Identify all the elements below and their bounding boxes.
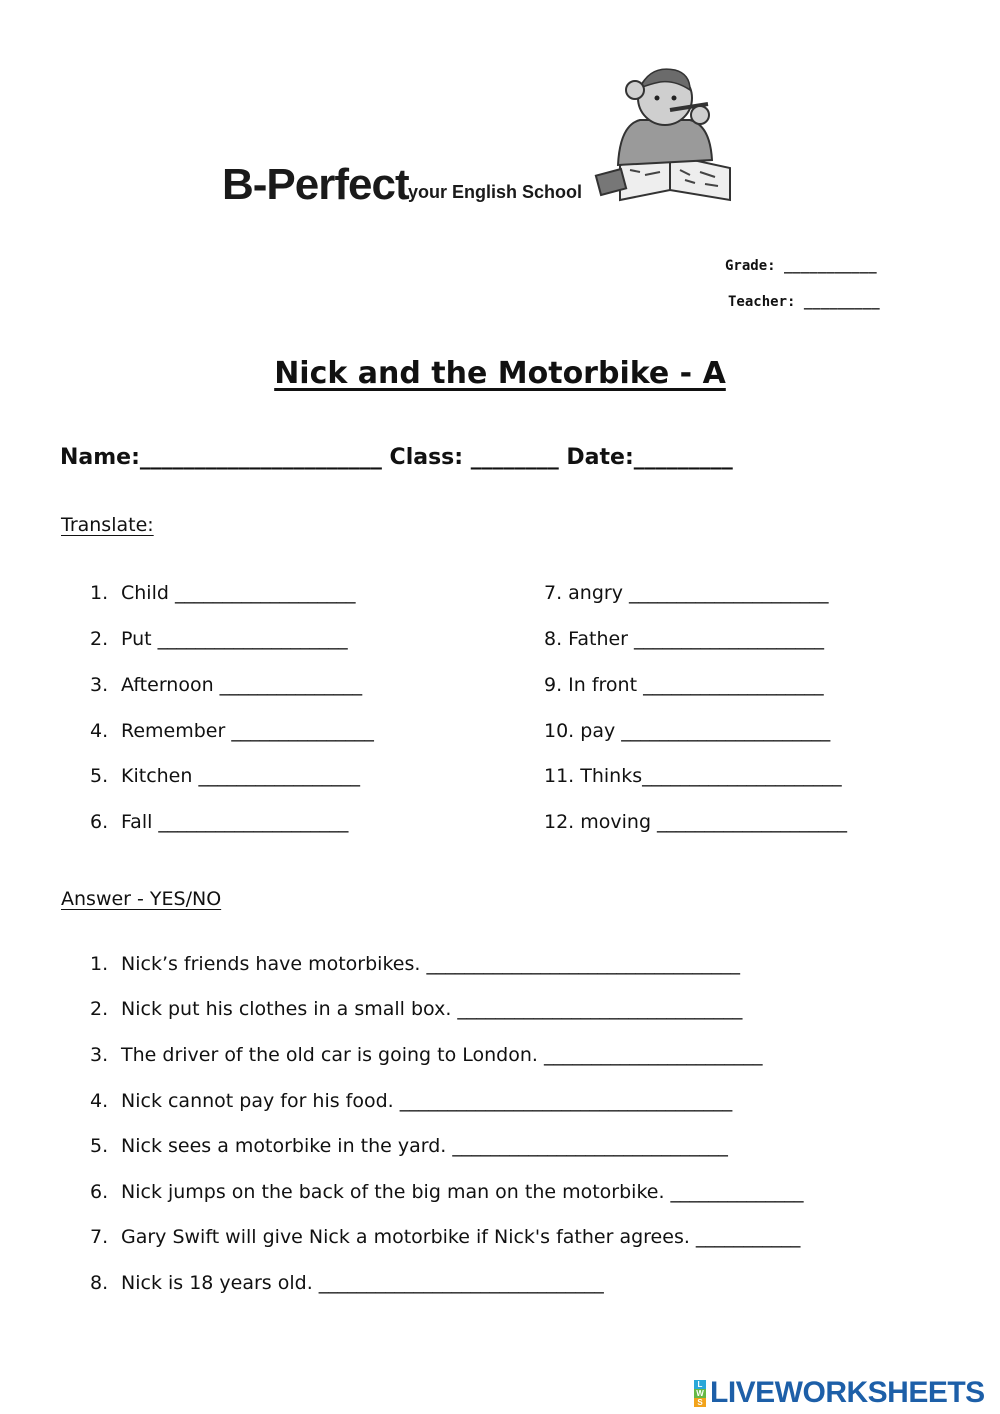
item-number: 5. [90,1135,109,1157]
worksheet-title: Nick and the Motorbike - A [274,356,726,391]
item-number: 1. [90,953,109,975]
item-text: Nick’s friends have motorbikes. _________________________________ [121,953,740,975]
translate-item[interactable] [90,628,348,650]
student-info-fields[interactable]: Name:______________________ Class: ________ Date:_________ [60,445,733,470]
item-text: The driver of the old car is going to London. _______________________ [121,1044,763,1066]
yes-no-item[interactable] [90,1272,604,1294]
yes-no-item[interactable] [90,1044,763,1066]
item-text: Put ____________________ [121,628,348,650]
yes-no-item[interactable] [90,953,740,975]
item-text: Afternoon _______________ [121,674,363,696]
liveworksheets-watermark [694,1376,985,1410]
translate-item[interactable] [90,765,360,787]
item-text: Child ___________________ [121,582,356,604]
translate-item[interactable]: 11. Thinks_____________________ [544,765,842,787]
translate-item[interactable] [90,582,355,604]
item-text: Remember _______________ [121,720,374,742]
translate-item[interactable]: 12. moving ____________________ [544,811,848,833]
item-text: Gary Swift will give Nick a motorbike if Nick's father agrees. ___________ [121,1226,801,1248]
item-number: 2. [90,998,109,1020]
translate-item[interactable]: 8. Father ____________________ [544,628,825,650]
item-text: Nick sees a motorbike in the yard. _____________________________ [121,1135,728,1157]
item-number: 3. [90,674,109,696]
item-text: Nick jumps on the back of the big man on the motorbike. ______________ [121,1181,804,1203]
grade-field[interactable]: Grade: ___________ [725,258,877,274]
school-logo-subtitle: your English School [408,182,583,202]
item-text: Kitchen _________________ [121,765,360,787]
item-number: 1. [90,582,109,604]
item-text: Nick is 18 years old. ______________________________ [121,1272,604,1294]
yes-no-item[interactable] [90,1090,732,1112]
item-number: 5. [90,765,109,787]
item-number: 6. [90,811,109,833]
item-text: Nick put his clothes in a small box. ______________________________ [121,998,743,1020]
translate-item[interactable] [90,720,374,742]
item-number: 4. [90,1090,109,1112]
item-number: 2. [90,628,109,650]
school-logo-title: B-Perfect [222,160,409,209]
yes-no-item[interactable] [90,1226,800,1248]
worksheet-title-wrap [0,356,1000,391]
liveworksheets-brand: LIVEWORKSHEETS [710,1376,985,1409]
yes-no-item[interactable] [90,998,742,1020]
yes-no-item[interactable] [90,1135,728,1157]
item-number: 6. [90,1181,109,1203]
student-studying-illustration [590,60,740,210]
item-number: 8. [90,1272,109,1294]
item-number: 4. [90,720,109,742]
translate-item[interactable]: 9. In front ___________________ [544,674,824,696]
translate-item[interactable] [90,811,348,833]
translate-heading: Translate: [61,514,154,536]
yes-no-heading: Answer - YES/NO [61,888,222,910]
item-number: 3. [90,1044,109,1066]
translate-item[interactable]: 10. pay ______________________ [544,720,831,742]
yes-no-item[interactable] [90,1181,804,1203]
translate-item[interactable]: 7. angry _____________________ [544,582,829,604]
teacher-field[interactable]: Teacher: _________ [728,294,880,310]
item-text: Fall ____________________ [121,811,349,833]
item-text: Nick cannot pay for his food. ___________________________________ [121,1090,733,1112]
translate-item[interactable] [90,674,362,696]
item-number: 7. [90,1226,109,1248]
liveworksheets-badge-icon: L W S [694,1380,706,1407]
